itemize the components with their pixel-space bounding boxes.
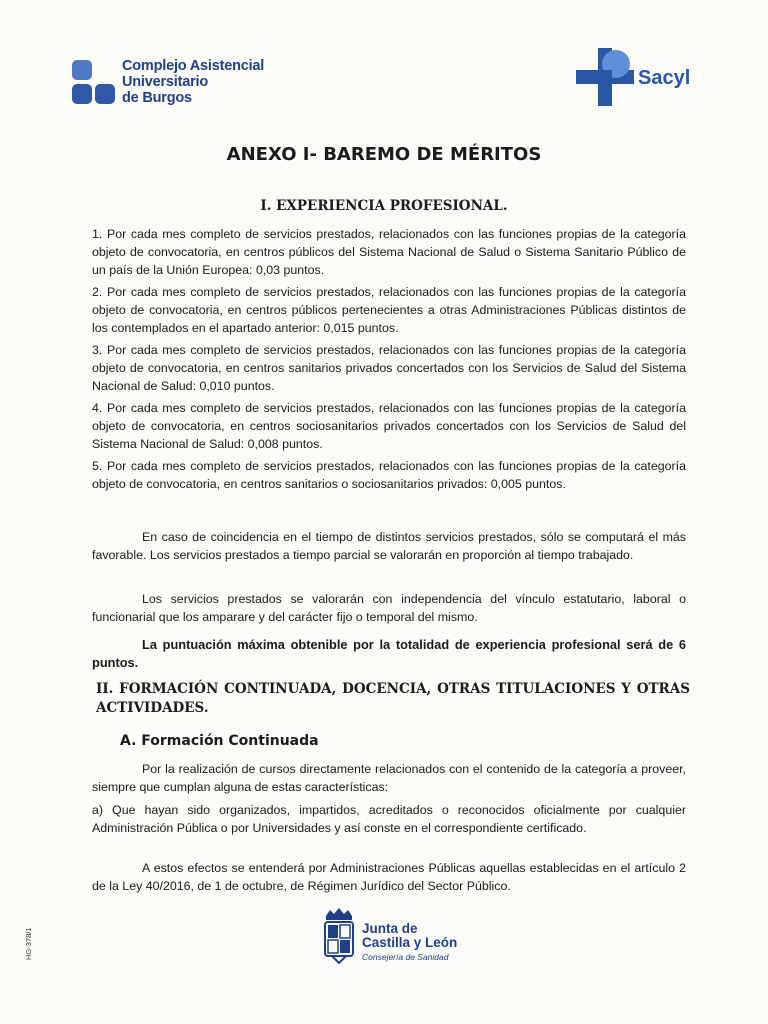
- hospital-logo-line3: de Burgos: [122, 90, 192, 106]
- hospital-logo-text: [122, 58, 264, 106]
- paragraph-condicion-a: a) Que hayan sido organizados, impartidos, acreditados o reconocidos oficialmente por cualquier Administración Pública o por Universidades y así conste en el correspondiente certificado.: [92, 803, 686, 835]
- jcyl-line3: Consejería de Sanidad: [362, 952, 449, 962]
- jcyl-line2: Castilla y León: [362, 935, 458, 950]
- paragraph-efectos: A estos efectos se entenderá por Administraciones Públicas aquellas establecidas en el artículo 2 de la Ley 40/2016, de 1 de octubre, de Régimen Jurídico del Sector Público.: [92, 861, 686, 893]
- hospital-logo: [72, 58, 264, 106]
- form-code: HG-378/1: [24, 927, 33, 960]
- coat-of-arms-icon: [322, 908, 356, 964]
- jcyl-line1: Junta de: [362, 921, 418, 936]
- item-2: 2. Por cada mes completo de servicios prestados, relacionados con las funciones propias de la categoría objeto de convocatoria, en centros públicos pertenecientes a otras Administraciones Públicas distintos de los contemplados en el apartado anterior: 0,015 puntos.: [92, 285, 686, 335]
- jcyl-logo-text: [362, 922, 457, 964]
- item-4: 4. Por cada mes completo de servicios prestados, relacionados con las funciones propias de la categoría objeto de convocatoria, en centros sociosanitarios privados concertados con los Servicios de Salud del Sistema Nacional de Salud: 0,008 puntos.: [92, 401, 686, 451]
- paragraph-coincidencia: En caso de coincidencia en el tiempo de distintos servicios prestados, sólo se computará el más favorable. Los servicios prestados a tiempo parcial se valorarán en proporción al tiempo trabajado.: [92, 530, 686, 562]
- jcyl-logo: [322, 908, 457, 964]
- sacyl-cross-icon: [576, 48, 634, 106]
- item-5: 5. Por cada mes completo de servicios prestados, relacionados con las funciones propias de la categoría objeto de convocatoria, en centros sanitarios o sociosanitarios privados: 0,005 puntos.: [92, 459, 686, 491]
- sacyl-label: Sacyl: [638, 66, 691, 89]
- paragraph-puntuacion-maxima: La puntuación máxima obtenible por la totalidad de experiencia profesional será de 6 puntos.: [92, 637, 686, 670]
- paragraph-independencia: Los servicios prestados se valorarán con independencia del vínculo estatutario, laboral o funcionarial que los amparare y del carácter fijo o temporal del mismo.: [92, 592, 686, 624]
- item-1: 1. Por cada mes completo de servicios prestados, relacionados con las funciones propias de la categoría objeto de convocatoria, en centros públicos del Sistema Nacional de Salud o Sistema Sanitario Público de un país de la Unión Europea: 0,03 puntos.: [92, 227, 686, 277]
- sacyl-logo: [576, 48, 690, 106]
- section-heading-formacion: II. FORMACIÓN CONTINUADA, DOCENCIA, OTRAS TITULACIONES Y OTRAS ACTIVIDADES.: [96, 681, 690, 716]
- subsection-heading-formacion-continuada: A. Formación Continuada: [120, 733, 319, 749]
- paragraph-cursos: Por la realización de cursos directamente relacionados con el contenido de la categoría a proveer, siempre que cumplan alguna de estas características:: [92, 762, 686, 794]
- section-heading-experiencia: I. EXPERIENCIA PROFESIONAL.: [260, 198, 508, 214]
- hospital-logo-icon: [72, 58, 118, 106]
- hospital-logo-line1: Complejo Asistencial: [122, 58, 265, 74]
- hospital-logo-line2: Universitario: [122, 74, 209, 90]
- item-3: 3. Por cada mes completo de servicios prestados, relacionados con las funciones propias de la categoría objeto de convocatoria, en centros sanitarios privados concertados con los Servicios de Salud del Sistema Nacional de Salud: 0,010 puntos.: [92, 343, 686, 393]
- page-title: ANEXO I- BAREMO DE MÉRITOS: [226, 144, 542, 165]
